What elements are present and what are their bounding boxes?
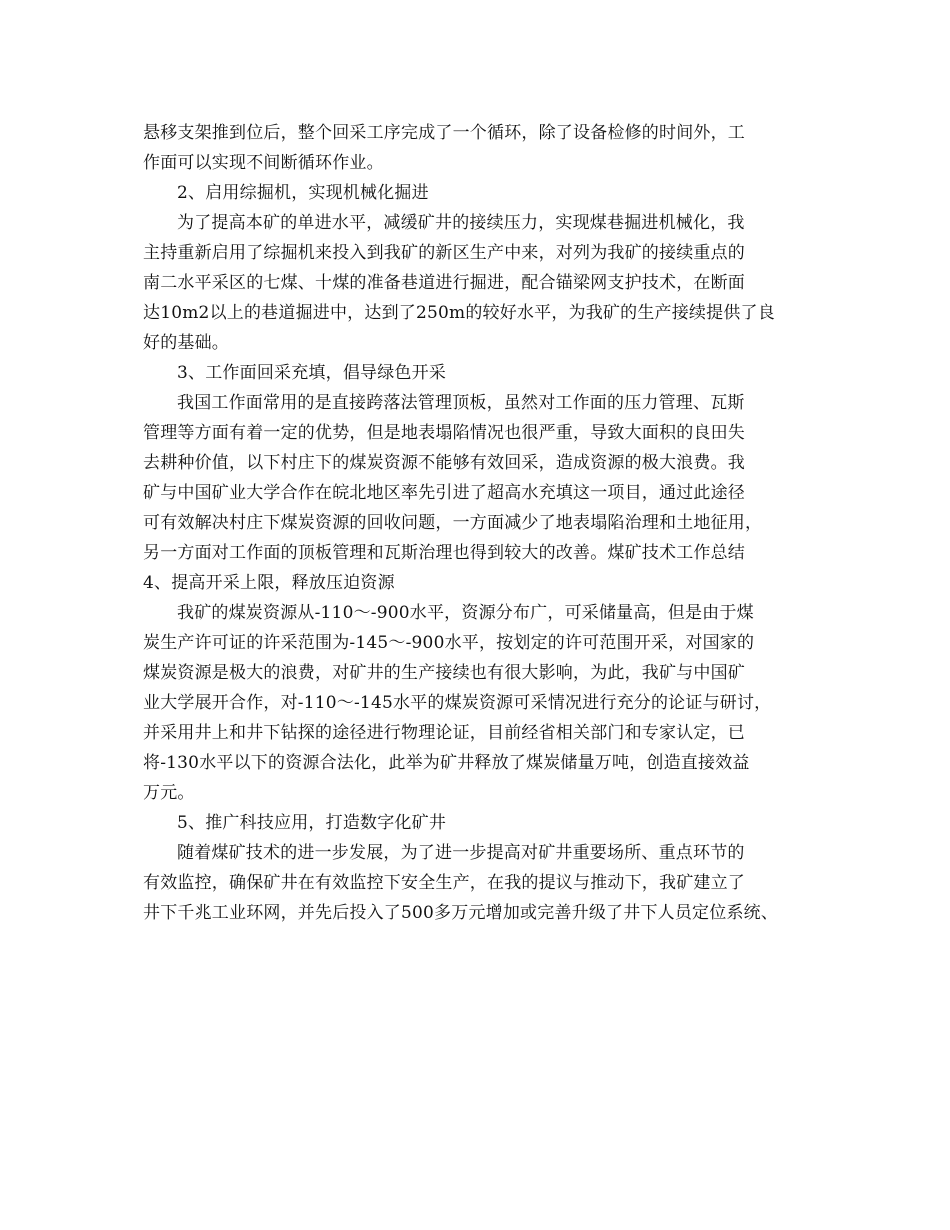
text-line: 为了提高本矿的单进水平，减缓矿井的接续压力，实现煤巷掘进机械化，我 xyxy=(177,213,745,233)
text-line: 好的基础。 xyxy=(143,333,229,353)
text-line: 去耕种价值，以下村庄下的煤炭资源不能够有效回采，造成资源的极大浪费。我 xyxy=(143,453,745,473)
text-line: 主持重新启用了综掘机来投入到我矿的新区生产中来，对列为我矿的接续重点的 xyxy=(143,243,745,263)
text-line: 矿与中国矿业大学合作在皖北地区率先引进了超高水充填这一项目，通过此途径 xyxy=(143,483,745,503)
section-heading: 4、提高开采上限，释放压迫资源 xyxy=(143,573,395,593)
text-line: 管理等方面有着一定的优势，但是地表塌陷情况也很严重，导致大面积的良田失 xyxy=(143,423,745,443)
text-line: 作面可以实现不间断循环作业。 xyxy=(143,153,384,173)
text-line: 有效监控，确保矿井在有效监控下安全生产，在我的提议与推动下，我矿建立了 xyxy=(143,873,745,893)
text-line: 业大学展开合作，对-110～-145水平的煤炭资源可采情况进行充分的论证与研讨， xyxy=(143,693,772,713)
text-line: 我矿的煤炭资源从-110～-900水平，资源分布广，可采储量高，但是由于煤 xyxy=(177,603,754,623)
section-heading: 5、推广科技应用，打造数字化矿井 xyxy=(177,813,447,833)
text-line: 煤炭资源是极大的浪费，对矿井的生产接续也有很大影响，为此，我矿与中国矿 xyxy=(143,663,745,683)
text-line: 达10m2以上的巷道掘进中，达到了250m的较好水平，为我矿的生产接续提供了良 xyxy=(143,303,775,323)
text-line: 万元。 xyxy=(143,783,195,803)
text-line: 我国工作面常用的是直接跨落法管理顶板，虽然对工作面的压力管理、瓦斯 xyxy=(177,393,745,413)
document-body xyxy=(143,118,823,928)
text-line: 另一方面对工作面的顶板管理和瓦斯治理也得到较大的改善。煤矿技术工作总结 xyxy=(143,543,745,563)
text-line: 可有效解决村庄下煤炭资源的回收问题，一方面减少了地表塌陷治理和土地征用， xyxy=(143,513,763,533)
text-line: 井下千兆工业环网，并先后投入了500多万元增加或完善升级了井下人员定位系统、 xyxy=(143,903,779,923)
text-line: 将-130水平以下的资源合法化，此举为矿井释放了煤炭储量万吨，创造直接效益 xyxy=(143,753,750,773)
text-line: 并采用井上和井下钻探的途径进行物理论证，目前经省相关部门和专家认定，已 xyxy=(143,723,745,743)
text-line: 南二水平采区的七煤、十煤的准备巷道进行掘进，配合锚梁网支护技术，在断面 xyxy=(143,273,745,293)
section-heading: 2、启用综掘机，实现机械化掘进 xyxy=(177,183,429,203)
text-line: 悬移支架推到位后，整个回采工序完成了一个循环，除了设备检修的时间外，工 xyxy=(143,123,745,143)
text-line: 随着煤矿技术的进一步发展，为了进一步提高对矿井重要场所、重点环节的 xyxy=(177,843,745,863)
section-heading: 3、工作面回采充填，倡导绿色开采 xyxy=(177,363,447,383)
text-line: 炭生产许可证的许采范围为-145～-900水平，按划定的许可范围开采，对国家的 xyxy=(143,633,755,653)
